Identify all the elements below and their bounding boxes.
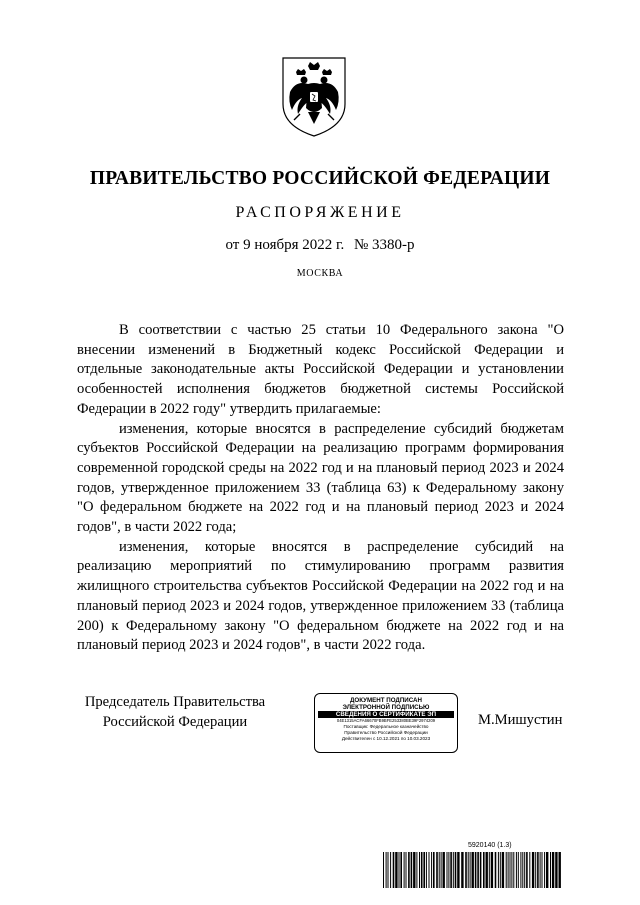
document-number: № 3380-р [353, 237, 415, 253]
document-type: РАСПОРЯЖЕНИЕ [235, 204, 405, 221]
certificate-validity: Действителен с 10.12.2021 по 10.03.2023 [341, 736, 431, 741]
russian-coat-of-arms-icon [278, 52, 350, 140]
electronic-signature-stamp: ДОКУМЕНТ ПОДПИСАН ЭЛЕКТРОННОЙ ПОДПИСЬЮ СВЕДЕНИЯ О СЕРТИФИКАТЕ ЭП 04E1315ACFA66670FB9BFE253380BE39F2974209 Поставщик: Федеральное казначейство Правительство Российской Федерации Действителен с 10.12.2021 по 10.03.2023 [314, 693, 458, 753]
certificate-serial: 04E1315ACFA66670FB9BFE253380BE39F2974209 [336, 718, 436, 723]
barcode-icon [383, 852, 561, 888]
signer-name: М.Мишустин [478, 712, 563, 728]
date-line [0, 237, 640, 254]
paragraph: изменения, которые вносятся в распределение субсидий бюджетам субъектов Российской Федерации на реализацию программ формирования современной городской среды на 2022 год и на плановый период 2023 и 2024 годов, утвержденное приложением 33 (таблица 63) к Федеральному закону "О федеральном бюджете на 2022 год и на плановый период 2023 и 2024 годов", в части 2022 года; [77, 420, 564, 536]
document-body [77, 321, 564, 656]
certificate-owner: Правительство Российской Федерации [344, 730, 428, 735]
certificate-supplier: Поставщик: Федеральное казначейство [343, 724, 429, 729]
paragraph: изменения, которые вносятся в распределение субсидий на реализацию мероприятий по стимулированию программ развития жилищного строительства субъектов Российской Федерации на 2022 год и на плановый период 2023 и 2024 годов, утвержденное приложением 33 (таблица 200) к Федеральному закону "О федеральном бюджете на 2022 год и на плановый период 2023 и 2024 годов", в части 2022 года. [77, 538, 564, 654]
document-date: от 9 ноября 2022 г. [225, 237, 345, 253]
barcode-number: 5920140 (1.3) [468, 842, 512, 849]
signer-title: Председатель Правительства Российской Федерации [84, 694, 266, 730]
government-title: ПРАВИТЕЛЬСТВО РОССИЙСКОЙ ФЕДЕРАЦИИ [89, 168, 551, 189]
city: МОСКВА [296, 268, 344, 279]
paragraph: В соответствии с частью 25 статьи 10 Федерального закона "О внесении изменений в Бюджетный кодекс Российской Федерации и отдельные законодательные акты Российской Федерации и установлении особенностей исполнения бюджетов бюджетной системы Российской Федерации в 2022 году" утвердить прилагаемые: [77, 322, 564, 417]
